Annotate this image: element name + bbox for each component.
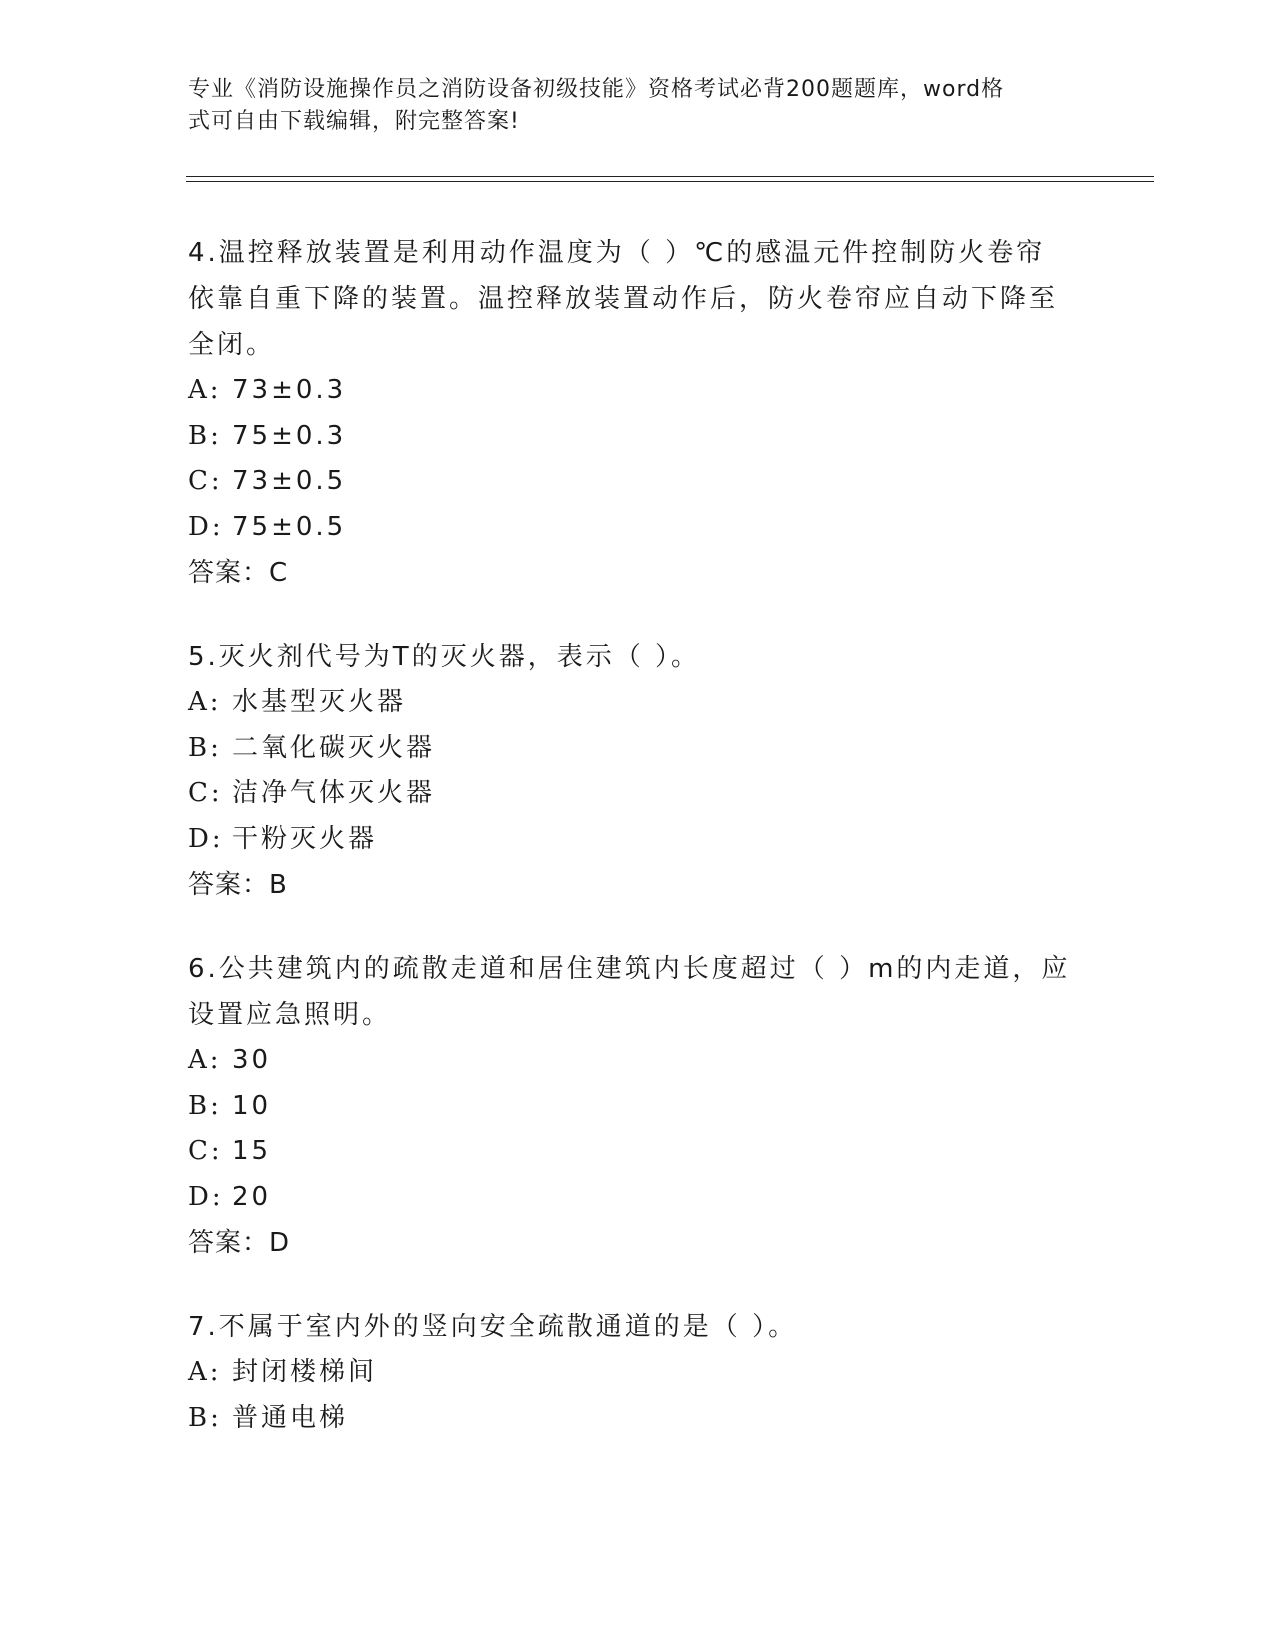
option-letter: A: (188, 687, 222, 717)
answer-option (188, 817, 1088, 863)
option-letter: B: (188, 1402, 222, 1433)
option-text: 75±0.3 (232, 420, 347, 451)
answer-key: 答案：C (188, 558, 289, 588)
question-stem-line: 全闭。 (188, 330, 276, 360)
option-text: 封闭楼梯间 (232, 1357, 378, 1387)
question-stem-line: 5.灭火剂代号为T的灭火器，表示（ ）。 (188, 642, 700, 672)
answer-option (188, 414, 1088, 460)
option-text: 二氧化碳灭火器 (232, 732, 436, 763)
option-letter: A: (188, 1045, 222, 1075)
option-letter: A: (188, 1357, 222, 1387)
question-stem-line: 4.温控释放装置是利用动作温度为（ ）℃的感温元件控制防火卷帘 (188, 238, 1046, 268)
option-letter: B: (188, 420, 222, 451)
option-letter: B: (188, 732, 222, 763)
question-item (188, 946, 1088, 1266)
answer-option (188, 680, 1088, 726)
answer-option (188, 368, 1088, 414)
question-item (188, 1304, 1088, 1441)
option-text: 73±0.3 (232, 375, 347, 405)
option-text: 10 (232, 1090, 272, 1121)
option-text: 15 (232, 1136, 272, 1166)
option-letter: D: (188, 511, 224, 542)
answer-option (188, 1396, 1088, 1442)
option-letter: D: (188, 823, 224, 854)
option-letter: C: (188, 1136, 223, 1166)
answer-key: 答案：B (188, 870, 288, 900)
option-letter: D: (188, 1181, 224, 1212)
option-text: 普通电梯 (232, 1402, 349, 1433)
header-divider-top (186, 176, 1154, 177)
option-text: 75±0.5 (232, 511, 347, 542)
question-stem-line: 6.公共建筑内的疏散走道和居住建筑内长度超过（ ）m的内走道，应 (188, 954, 1071, 984)
header-line-1: 专业《消防设施操作员之消防设备初级技能》资格考试必背200题题库，word格 (188, 77, 1005, 102)
option-text: 洁净气体灭火器 (232, 778, 436, 808)
header-divider-bottom (186, 181, 1154, 182)
option-text: 20 (232, 1181, 272, 1212)
answer-option (188, 726, 1088, 772)
question-stem-line: 7.不属于室内外的竖向安全疏散通道的是（ ）。 (188, 1312, 798, 1342)
answer-option (188, 1084, 1088, 1130)
answer-option (188, 1350, 1088, 1396)
option-letter: B: (188, 1090, 222, 1121)
question-stem-line: 依靠自重下降的装置。温控释放装置动作后，防火卷帘应自动下降至 (188, 284, 1059, 314)
option-letter: A: (188, 375, 222, 405)
option-text: 73±0.5 (232, 466, 347, 496)
option-letter: C: (188, 778, 223, 808)
question-item (188, 634, 1088, 908)
answer-option (188, 1038, 1088, 1084)
document-header (188, 74, 1068, 138)
option-letter: C: (188, 466, 223, 496)
answer-option (188, 771, 1088, 817)
answer-key: 答案：D (188, 1228, 291, 1258)
header-line-2: 式可自由下载编辑，附完整答案! (188, 109, 520, 134)
question-item (188, 230, 1088, 596)
option-text: 水基型灭火器 (232, 687, 407, 717)
question-stem-line: 设置应急照明。 (188, 1000, 392, 1030)
option-text: 30 (232, 1045, 272, 1075)
answer-option (188, 1129, 1088, 1175)
answer-option (188, 505, 1088, 551)
answer-option (188, 1175, 1088, 1221)
question-list (188, 230, 1088, 1479)
answer-option (188, 459, 1088, 505)
option-text: 干粉灭火器 (232, 823, 378, 854)
